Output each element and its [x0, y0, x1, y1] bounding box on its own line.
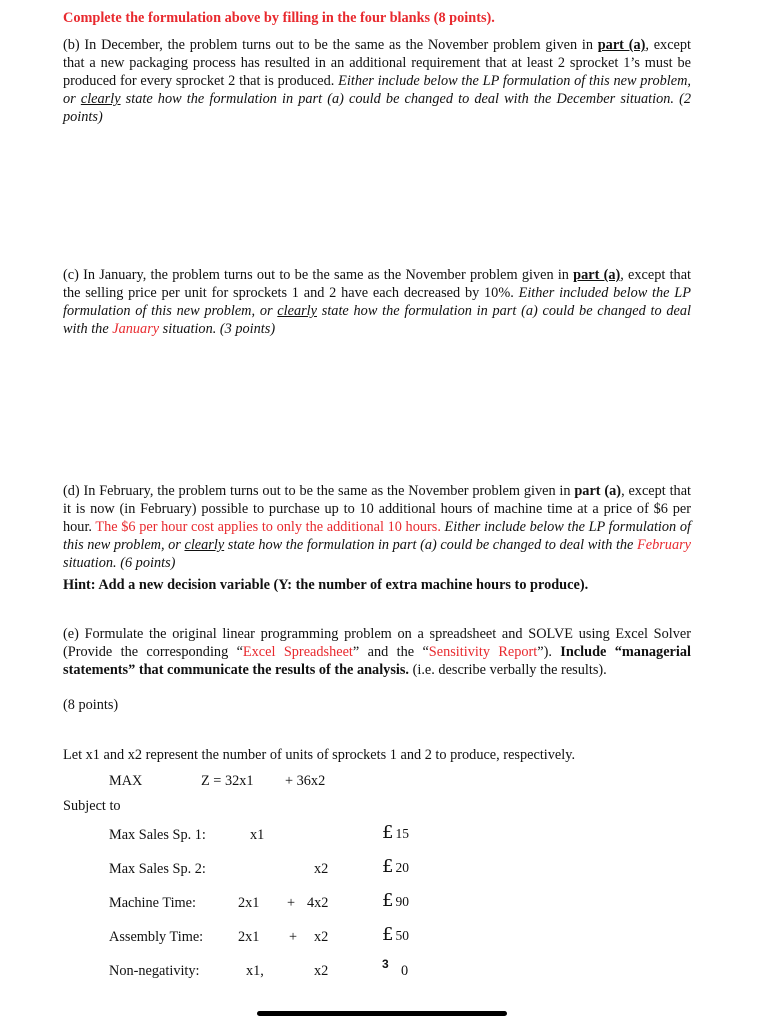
plus-operator: +: [289, 929, 298, 945]
constraint-label: Max Sales Sp. 2:: [109, 861, 206, 877]
part-a-reference: part (a): [597, 37, 646, 53]
constraint-x1-term: x1,: [246, 963, 264, 979]
leq-symbol: £: [382, 856, 394, 877]
constraint-rhs: 90: [395, 894, 409, 909]
hint-text: Hint: Add a new decision variable (Y: the number of extra machine hours to produce).: [63, 577, 589, 593]
constraint-x2-term: x2: [314, 963, 329, 979]
part-e-points: (8 points): [63, 697, 119, 713]
objective-x1-term: Z = 32x1: [201, 773, 254, 789]
constraint-label: Max Sales Sp. 1:: [109, 827, 206, 843]
part-e-paragraph: (e) Formulate the original linear programming problem on a spreadsheet and SOLVE using Excel Solver (Provide the corresponding “Excel Spreadsheet” and the “Sensitivity Report”). Include “managerial statements” that communicate the results of the analysis. (i.e. describe verbally the results).: [63, 626, 691, 678]
constraint-rhs: 20: [395, 860, 409, 875]
constraint-x1-term: 2x1: [238, 929, 260, 945]
constraint-relation: [382, 890, 409, 911]
cost-note: The $6 per hour cost applies to only the additional 10 hours.: [95, 519, 441, 535]
constraint-x2-term: 4x2: [307, 895, 329, 911]
home-indicator[interactable]: [257, 1011, 507, 1016]
part-d-paragraph: (d) In February, the problem turns out to be the same as the November problem given in part (a), except that it is now (in February) possible to purchase up to 10 additional hours of machine time at a price of $6 per hour. The $6 per hour cost applies to only the additional 10 hours. Either include below the LP formulation of this new problem, or clearly state how the formulation in part (a) could be changed to deal with the February situation. (6 points): [63, 483, 692, 571]
instruction-heading: Complete the formulation above by filling in the four blanks (8 points).: [63, 10, 495, 26]
constraint-x2-term: x2: [314, 929, 329, 945]
excel-spreadsheet-ref: Excel Spreadsheet: [242, 644, 353, 660]
leq-symbol: £: [382, 890, 394, 911]
constraint-x1-term: x1: [250, 827, 265, 843]
part-b-paragraph: (b) In December, the problem turns out to be the same as the November problem given in part (a), except that a new packaging process has resulted in an additional requirement that at least 2 sprocket 1’s must be produced for every sprocket 2 that is produced. Either include below the LP formulation of this new problem, or clearly state how the formulation in part (a) could be changed to deal with the December situation. (2 points): [63, 37, 692, 125]
objective-label: MAX: [109, 773, 143, 789]
objective-x2-term: + 36x2: [285, 773, 326, 789]
constraint-rhs: 0: [401, 963, 409, 979]
constraint-label: Machine Time:: [109, 895, 196, 911]
constraint-label: Non-negativity:: [109, 963, 200, 979]
constraint-x2-term: x2: [314, 861, 329, 877]
constraint-label: Assembly Time:: [109, 929, 204, 945]
constraint-x1-term: 2x1: [238, 895, 260, 911]
sensitivity-report-ref: Sensitivity Report: [428, 644, 538, 660]
constraint-rhs: 15: [395, 826, 409, 841]
part-c-paragraph: (c) In January, the problem turns out to be the same as the November problem given in part (a), except that the selling price per unit for sprockets 1 and 2 have each decreased by 10%. Either included below the LP formulation of this new problem, or clearly state how the formulation in part (a) could be changed to deal with the January situation. (3 points): [63, 267, 692, 337]
constraint-rhs: 50: [395, 928, 409, 943]
subject-to-label: Subject to: [63, 798, 121, 814]
part-a-reference: part (a): [574, 483, 622, 499]
constraint-relation: [382, 856, 409, 877]
plus-operator: +: [287, 895, 296, 911]
constraint-relation: [382, 822, 409, 843]
constraint-relation: [382, 924, 409, 945]
part-a-reference: part (a): [573, 267, 621, 283]
leq-symbol: £: [382, 822, 394, 843]
geq-symbol: 3: [382, 957, 389, 971]
lp-intro: Let x1 and x2 represent the number of units of sprockets 1 and 2 to produce, respectively.: [63, 747, 576, 763]
leq-symbol: £: [382, 924, 394, 945]
